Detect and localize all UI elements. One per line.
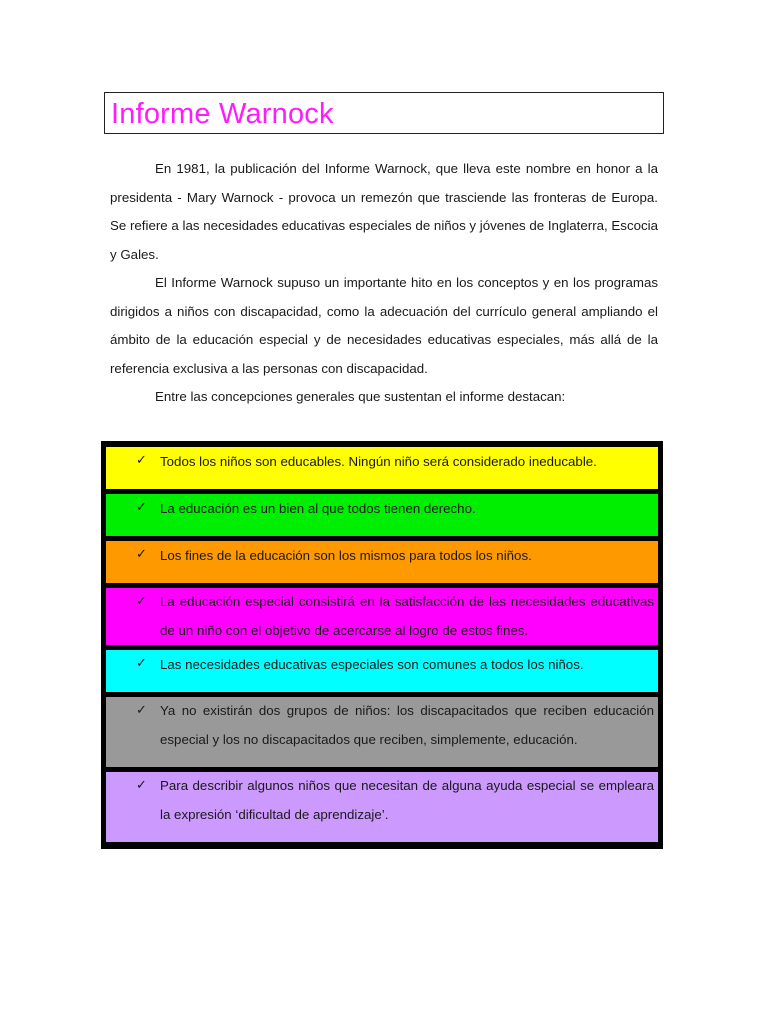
checkmark-icon: ✓ xyxy=(136,594,147,609)
list-item-text: Para describir algunos niños que necesitan de alguna ayuda especial se empleara la expresión ‘dificultad de aprendizaje’. xyxy=(160,778,654,822)
checkmark-icon: ✓ xyxy=(136,778,147,793)
list-item-text: Todos los niños son educables. Ningún niño será considerado ineducable. xyxy=(160,454,597,469)
checkmark-icon: ✓ xyxy=(136,500,147,515)
list-item xyxy=(106,541,658,583)
list-item xyxy=(106,588,658,645)
list-item-text: Los fines de la educación son los mismos para todos los niños. xyxy=(160,548,532,563)
concepts-list xyxy=(101,441,663,849)
checkmark-icon: ✓ xyxy=(136,453,147,468)
paragraph-1: En 1981, la publicación del Informe Warnock, que lleva este nombre en honor a la presidenta - Mary Warnock - provoca un remezón que trasciende las fronteras de Europa. Se refiere a las necesidades educativas especiales de niños y jóvenes de Inglaterra, Escocia y Gales. xyxy=(110,161,658,262)
checkmark-icon: ✓ xyxy=(136,703,147,718)
list-item-text: Ya no existirán dos grupos de niños: los discapacitados que reciben educación especial y los no discapacitados que reciben, simplemente, educación. xyxy=(160,703,654,747)
list-item-text: La educación especial consistirá en la satisfacción de las necesidades educativas de un niño con el objetivo de acercarse al logro de estos fines. xyxy=(160,594,654,638)
paragraph-3: Entre las concepciones generales que sustentan el informe destacan: xyxy=(155,389,566,404)
list-item-text: La educación es un bien al que todos tienen derecho. xyxy=(160,501,476,516)
list-item xyxy=(106,697,658,767)
list-item-text: Las necesidades educativas especiales son comunes a todos los niños. xyxy=(160,657,584,672)
body-text xyxy=(110,155,658,412)
checkmark-icon: ✓ xyxy=(136,656,147,671)
checkmark-icon: ✓ xyxy=(136,547,147,562)
list-item xyxy=(106,650,658,692)
list-item xyxy=(106,494,658,536)
list-item xyxy=(106,772,658,842)
list-item xyxy=(106,447,658,489)
paragraph-2: El Informe Warnock supuso un importante hito en los conceptos y en los programas dirigidos a niños con discapacidad, como la adecuación del currículo general ampliando el ámbito de la educación especial y de necesidades educativas especiales, más allá de la referencia exclusiva a las personas con discapacidad. xyxy=(110,275,658,376)
title-box xyxy=(104,92,664,134)
page-title: Informe Warnock xyxy=(111,98,334,130)
